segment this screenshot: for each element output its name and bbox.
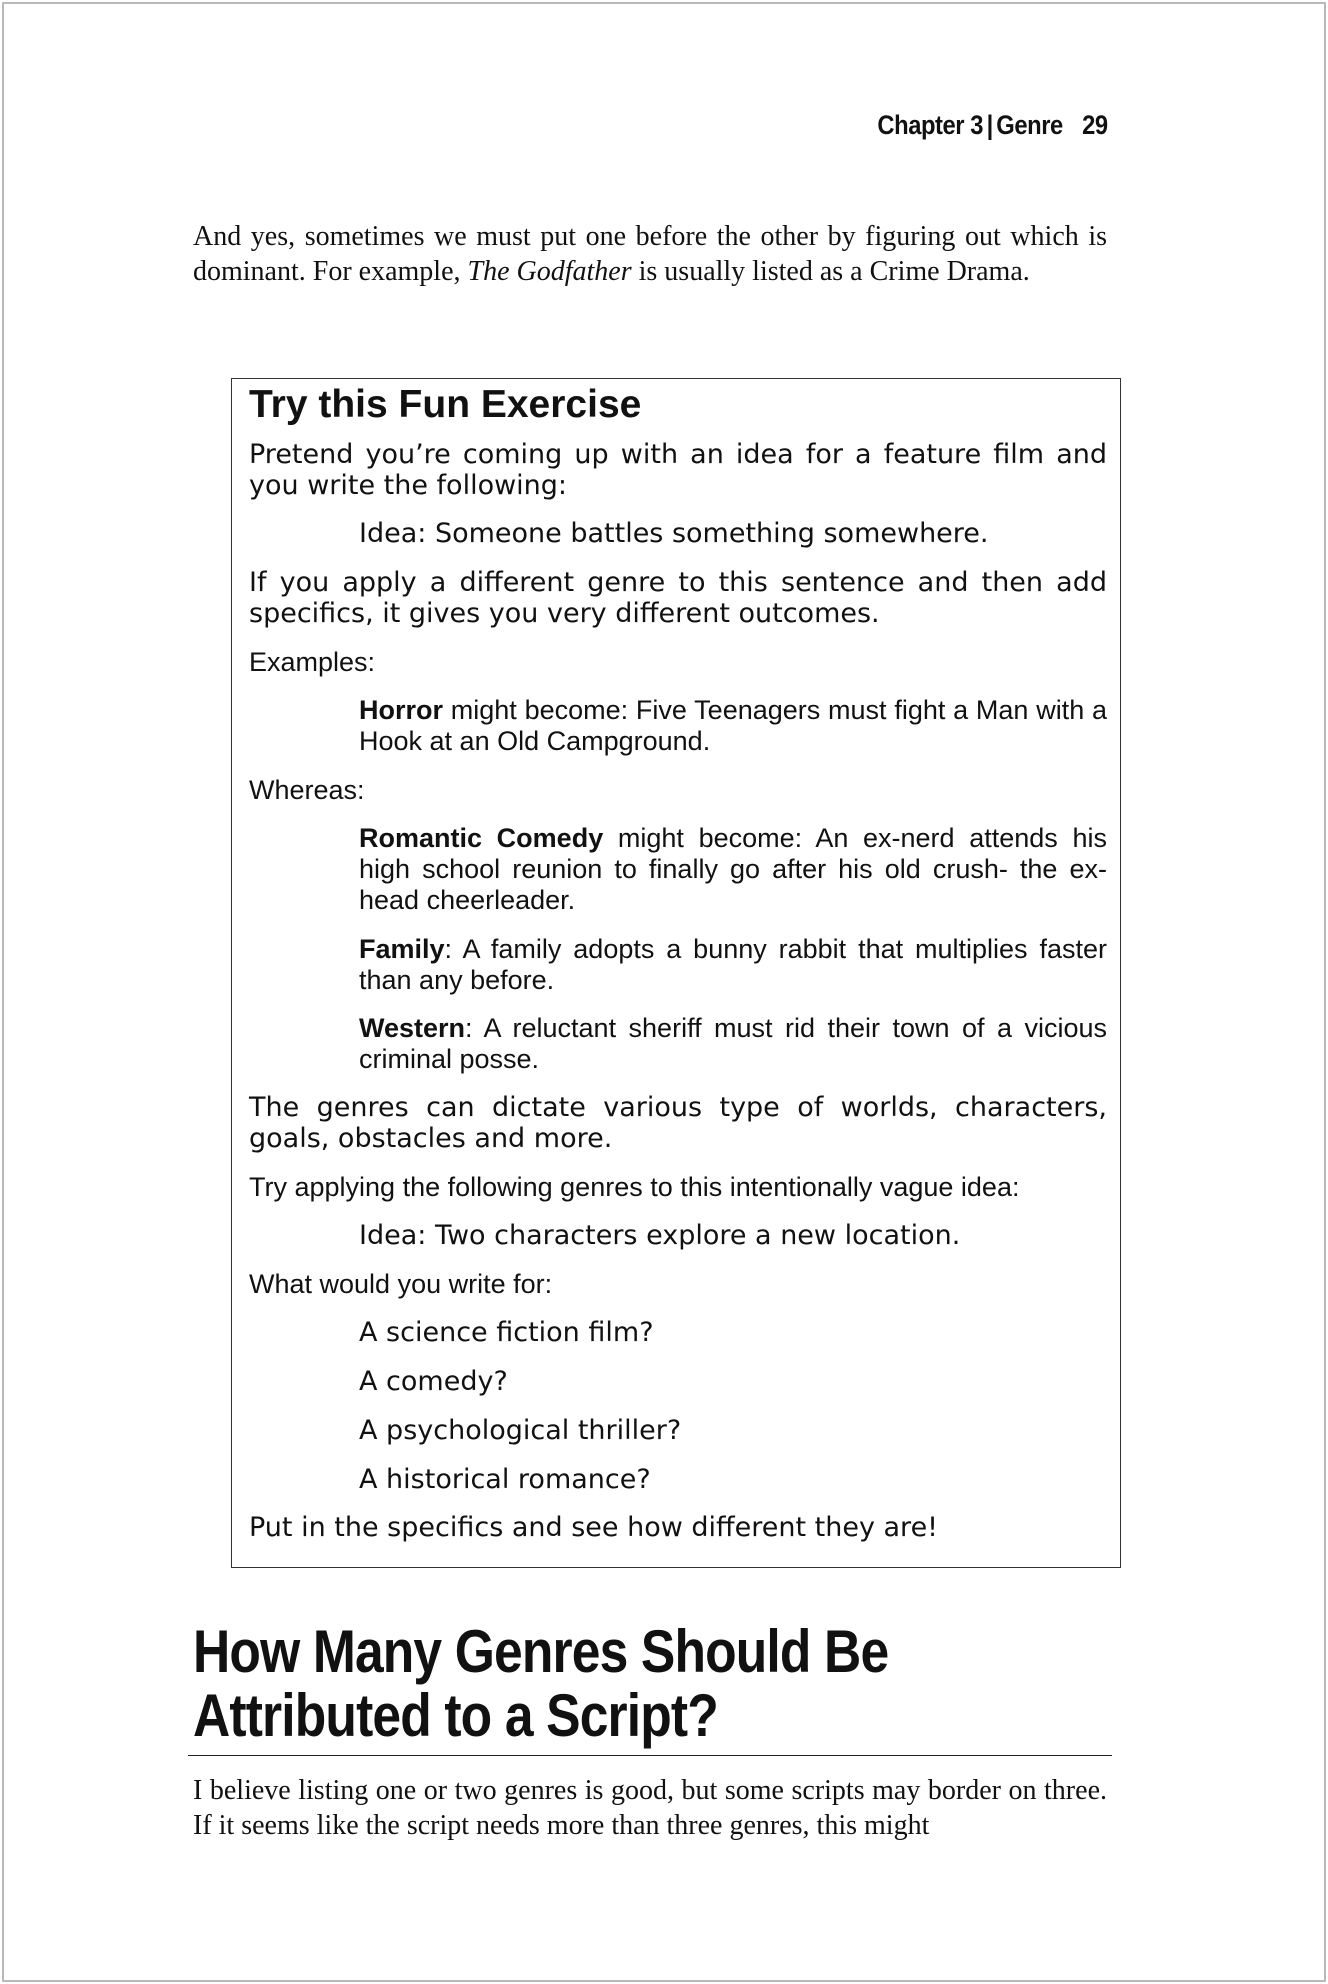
romantic-comedy-genre: Romantic Comedy <box>359 823 604 853</box>
closing-line: Put in the specifics and see how different they are! <box>249 1512 939 1543</box>
whereas-label: Whereas: <box>249 775 365 805</box>
closing-paragraph: I believe listing one or two genres is good, but some scripts may border on three. If it seems like the script needs more than three genres, this might <box>193 1775 1107 1841</box>
genre-text: If you apply a different genre to this sentence and then add specifics, it gives you very different outcomes. <box>249 567 1107 629</box>
intro-text-after: is usually listed as a Crime Drama. <box>631 256 1030 287</box>
question-item: A comedy? <box>359 1366 508 1397</box>
running-header <box>878 110 1108 141</box>
exercise-title: Try this Fun Exercise <box>249 383 642 426</box>
heading-rule <box>188 1755 1112 1756</box>
question-item: A historical romance? <box>359 1464 651 1495</box>
film-title: The Godfather <box>467 256 632 287</box>
page-number: 29 <box>1082 110 1108 140</box>
family-genre: Family <box>359 934 445 964</box>
romantic-comedy-text: might become: An ex-nerd attends his high school reunion to finally go after his old crush- the ex-head cheerleader. <box>359 823 1107 915</box>
what-text: What would you write for: <box>249 1269 553 1299</box>
question-item: A science fiction film? <box>359 1317 654 1348</box>
family-text: : A family adopts a bunny rabbit that multiplies faster than any before. <box>359 934 1107 995</box>
western-text: : A reluctant sheriff must rid their town of a vicious criminal posse. <box>359 1013 1107 1074</box>
family-example <box>359 934 1107 996</box>
dictate-text: The genres can dictate various type of worlds, characters, goals, obstacles and more. <box>249 1092 1107 1154</box>
examples-label: Examples: <box>249 647 376 677</box>
idea-two: Idea: Two characters explore a new location. <box>359 1220 961 1251</box>
intro-text-before: And yes, sometimes we must put one before the other by figuring out which is dominant. For example, <box>193 221 1107 287</box>
question-item: A psychological thriller? <box>359 1415 682 1446</box>
idea-one: Idea: Someone battles something somewhere. <box>359 518 989 549</box>
horror-genre: Horror <box>359 695 444 725</box>
horror-example <box>359 695 1107 757</box>
exercise-intro: Pretend you’re coming up with an idea for a feature film and you write the following: <box>249 439 1107 501</box>
try-text: Try applying the following genres to this intentionally vague idea: <box>249 1172 1020 1202</box>
exercise-box <box>231 378 1121 1568</box>
header-separator: | <box>986 110 994 140</box>
section-heading-line-2: Attributed to a Script? <box>193 1682 718 1749</box>
horror-text: might become: Five Teenagers must fight a Man with a Hook at an Old Campground. <box>359 695 1107 756</box>
chapter-label: Chapter 3 <box>877 110 984 140</box>
section-heading <box>193 1620 1053 1748</box>
romantic-comedy-example <box>359 823 1107 916</box>
section-label: Genre <box>996 110 1064 140</box>
section-heading-line-1: How Many Genres Should Be <box>193 1618 889 1685</box>
western-example <box>359 1013 1107 1075</box>
intro-paragraph <box>193 219 1107 289</box>
western-genre: Western <box>359 1013 466 1043</box>
